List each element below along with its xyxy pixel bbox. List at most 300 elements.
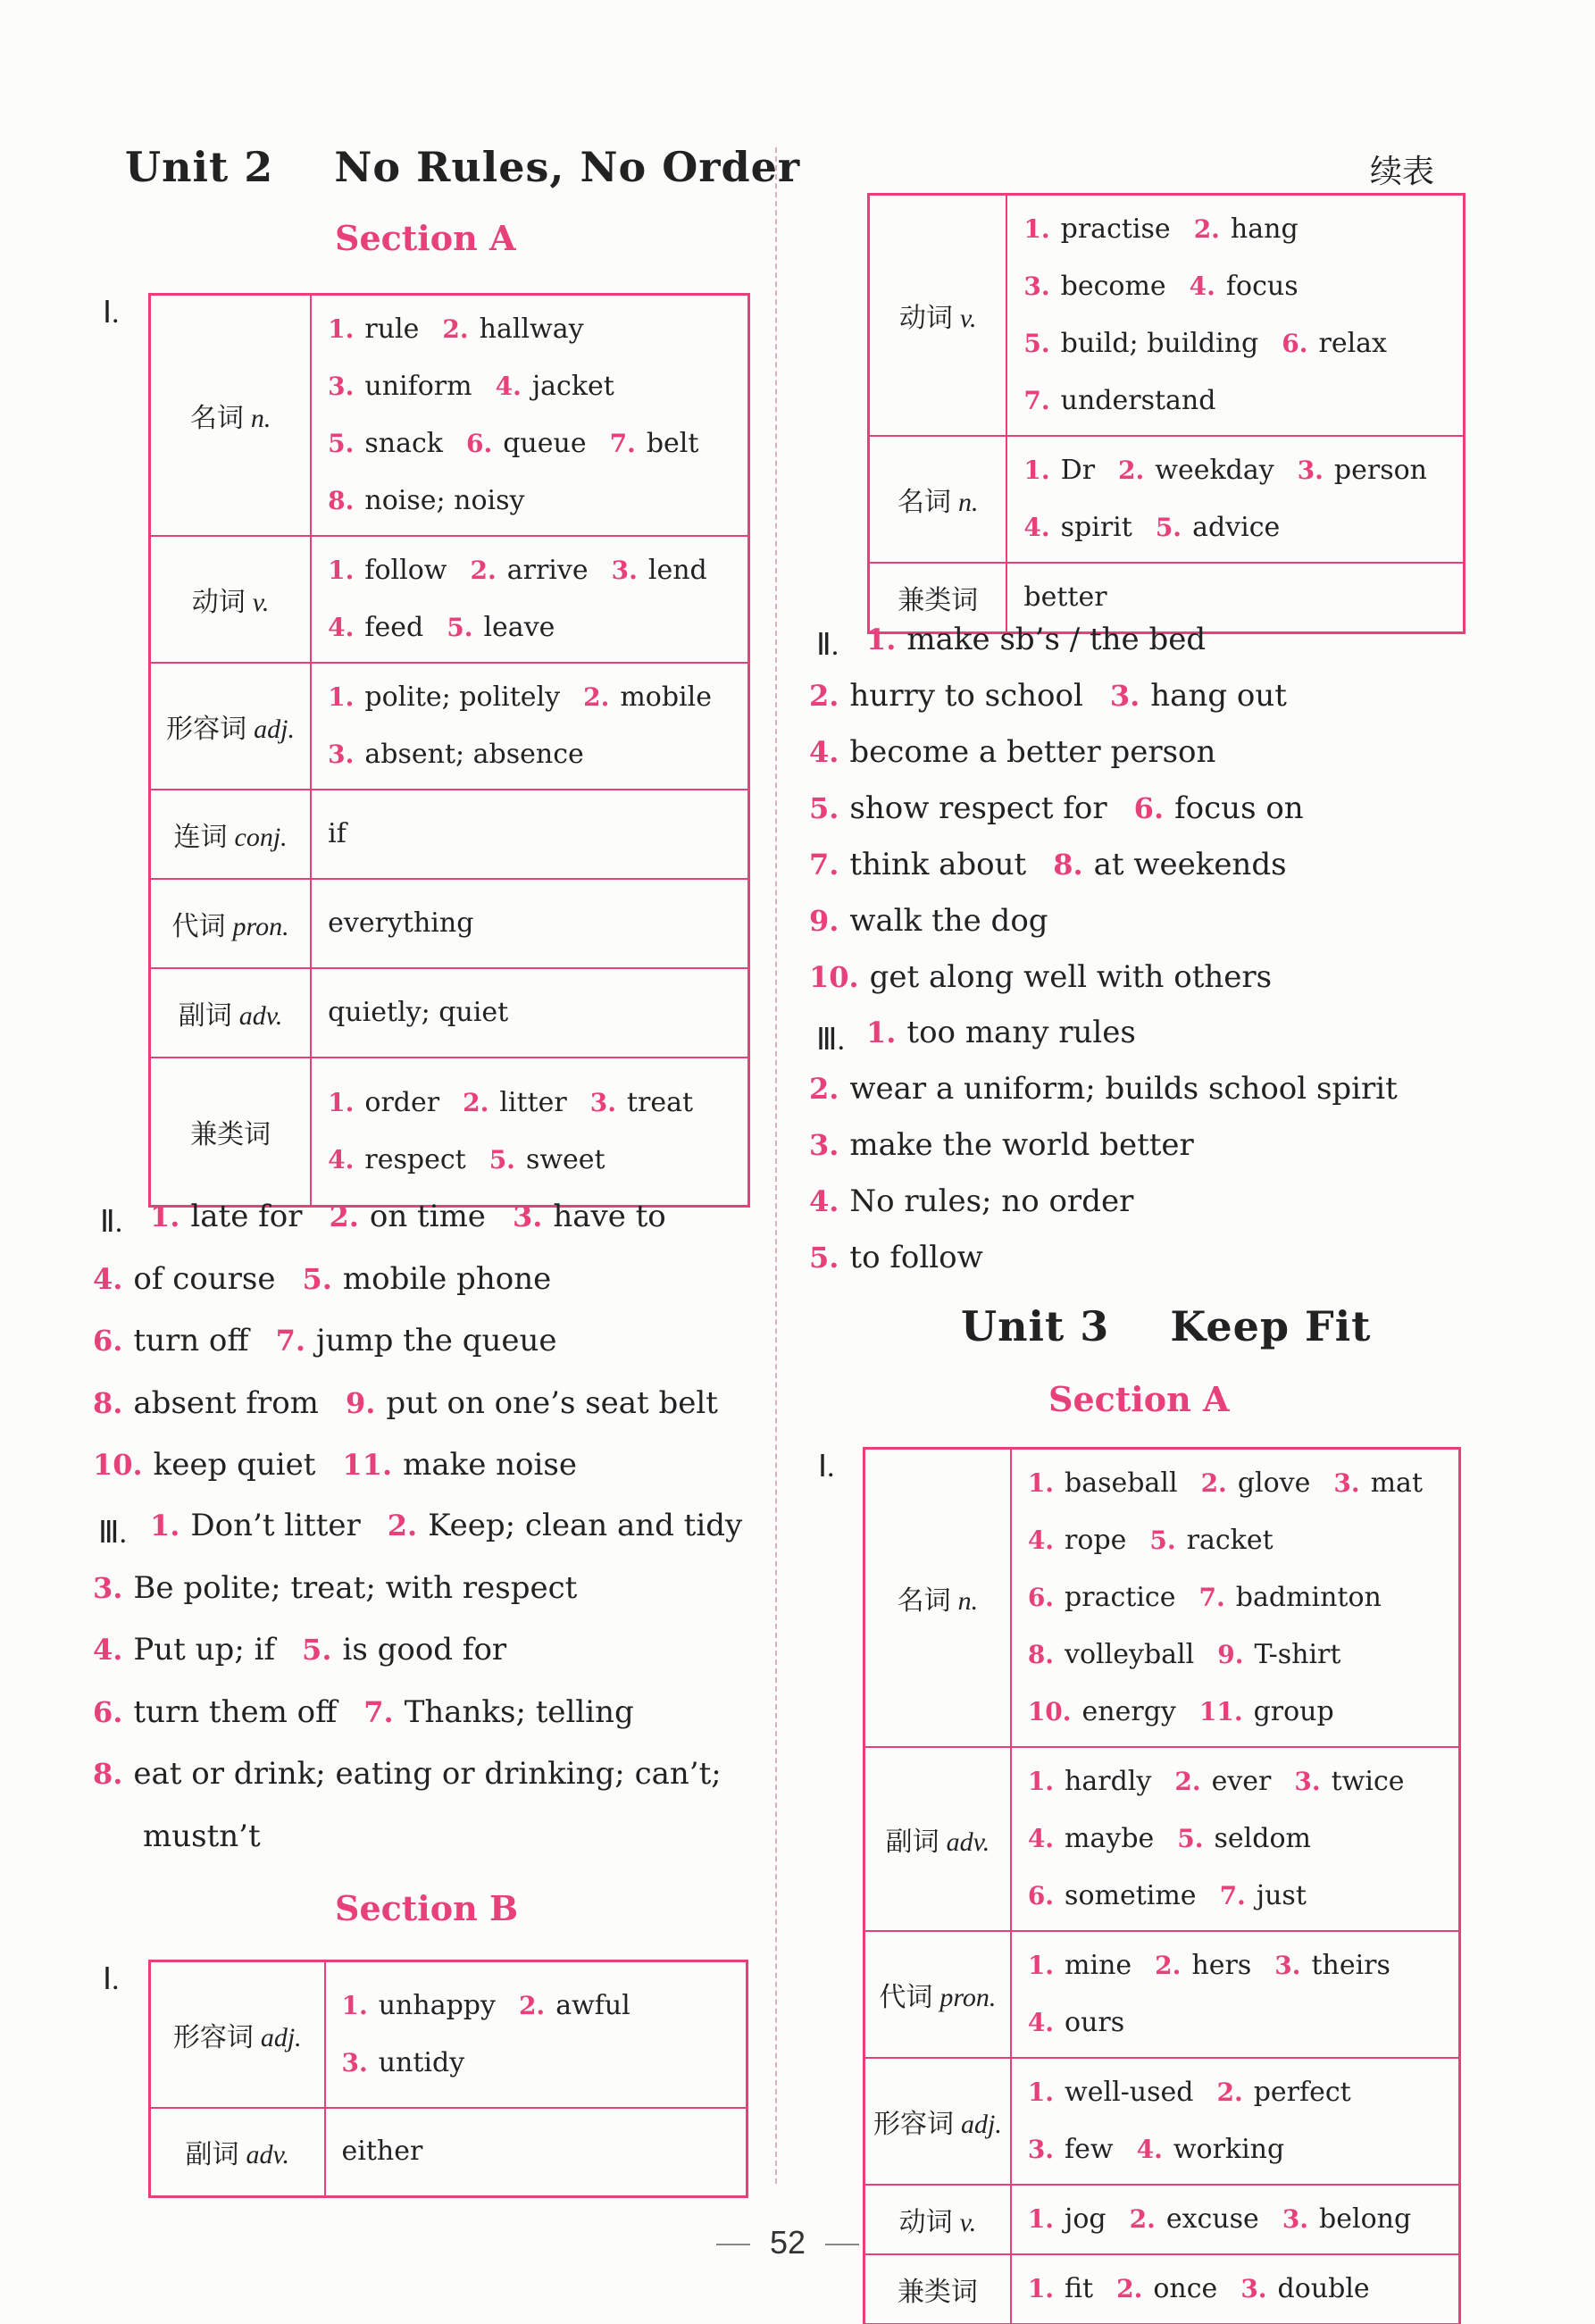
item-number: 2.: [329, 1200, 359, 1233]
answer-item: [1130, 2203, 1259, 2235]
answer-item: [1294, 1766, 1404, 1797]
item-text: make the world better: [849, 1127, 1194, 1163]
item-number: 1.: [1027, 1767, 1055, 1796]
item-number: 1.: [1023, 456, 1050, 485]
item-text: few: [1065, 2134, 1114, 2165]
item-text: mat: [1370, 1467, 1423, 1499]
pos-abbrev: n.: [957, 1586, 979, 1616]
item-number: 7.: [809, 848, 839, 882]
item-number: 1.: [341, 1990, 368, 2020]
item-text: Thanks; telling: [404, 1693, 634, 1730]
part-of-speech-cell: [864, 2254, 1011, 2324]
category-label: 兼类词: [190, 1118, 271, 1150]
item-number: 3.: [1274, 1951, 1301, 1980]
item-number: 1.: [1027, 2274, 1055, 2303]
part-of-speech-cell: [150, 790, 312, 879]
answer-line: [1023, 201, 1450, 258]
unit2-title: Unit 2 No Rules, No Order: [125, 143, 801, 191]
item-number: 3.: [809, 1128, 839, 1162]
answer-item: [1028, 2077, 1194, 2108]
vocab-row: [864, 2185, 1460, 2254]
item-text: quietly; quiet: [328, 997, 509, 1028]
item-number: 4.: [1189, 272, 1215, 301]
item-text: perfect: [1253, 2077, 1351, 2108]
answer-cell: [311, 295, 748, 537]
item-text: hang: [1230, 213, 1299, 245]
item-text: focus: [1225, 271, 1299, 302]
item-text: belong: [1319, 2203, 1412, 2235]
answer-item: [363, 1694, 634, 1730]
item-text: practice: [1065, 1582, 1176, 1613]
item-text: everything: [328, 907, 474, 939]
part-of-speech-cell: [150, 1961, 325, 2108]
unit2-section-a-vocab-table: [148, 293, 750, 1208]
item-number: 2.: [583, 682, 610, 712]
item-text: person: [1333, 455, 1427, 486]
answer-item: [303, 1261, 552, 1297]
item-text: fit: [1065, 2273, 1094, 2304]
answer-item: [1201, 1467, 1311, 1499]
answer-item: [1023, 512, 1132, 543]
item-text: racket: [1186, 1525, 1273, 1556]
item-number: 2.: [518, 1990, 546, 2020]
answer-item: [489, 1144, 605, 1175]
answer-item: [1199, 1582, 1382, 1613]
answer-item: [1217, 1639, 1340, 1670]
item-text: if: [328, 818, 347, 849]
answer-line: [328, 669, 735, 726]
answer-line: [1028, 1626, 1446, 1684]
item-text: mobile: [620, 681, 712, 713]
answer-item: [342, 1990, 496, 2021]
pos-abbrev: n.: [250, 404, 271, 433]
answer-line: [328, 472, 735, 530]
answer-item: [150, 1508, 361, 1543]
answer-line: [809, 1240, 1010, 1275]
item-text: just: [1256, 1880, 1307, 1911]
item-text: become a better person: [849, 734, 1216, 770]
item-number: 5.: [302, 1261, 332, 1296]
answer-item: [612, 555, 707, 586]
item-number: 2.: [1118, 456, 1145, 485]
item-text: maybe: [1065, 1823, 1155, 1854]
item-text: rope: [1065, 1525, 1127, 1556]
answer-item: [1028, 1639, 1194, 1670]
item-number: 2.: [809, 1072, 839, 1106]
answer-item: [328, 681, 560, 713]
item-number: 3.: [1023, 272, 1050, 301]
item-text: Be polite; treat; with respect: [133, 1569, 578, 1606]
answer-item: [93, 1756, 722, 1792]
answer-line: [1028, 2121, 1446, 2178]
item-text: hallway: [479, 313, 584, 345]
item-text: baseball: [1065, 1467, 1178, 1499]
item-text: treat: [626, 1086, 694, 1118]
part-of-speech-cell: [869, 436, 1007, 563]
answer-line: [1028, 1512, 1446, 1569]
part-of-speech-cell: [150, 968, 312, 1058]
roman-1c: Ⅰ.: [818, 1450, 835, 1484]
pos-abbrev: pron.: [232, 912, 289, 941]
answer-item: [93, 1570, 577, 1606]
item-number: 1.: [328, 556, 355, 585]
vocab-row: [150, 1058, 749, 1206]
item-text: keep quiet: [153, 1447, 316, 1483]
pos-abbrev: n.: [957, 488, 979, 517]
answer-line: [328, 542, 735, 599]
vocab-row: [150, 663, 749, 790]
answer-item: [93, 1447, 315, 1483]
item-number: 3.: [341, 2047, 368, 2077]
item-text: Don’t litter: [190, 1508, 361, 1543]
item-text: glove: [1237, 1467, 1311, 1499]
item-text: build; building: [1060, 328, 1259, 359]
unit3-section-a-vocab-table: [863, 1447, 1461, 2324]
item-number: 2.: [1193, 214, 1220, 244]
item-number: 2.: [1200, 1468, 1227, 1498]
answer-item: [1134, 790, 1304, 826]
answer-item: [1028, 2203, 1106, 2235]
item-number: 4.: [1023, 513, 1050, 542]
item-text: lend: [647, 555, 707, 586]
item-number: 1.: [1027, 2077, 1055, 2107]
answer-item: [466, 428, 587, 459]
answer-item: [1282, 328, 1387, 359]
answer-line: [1023, 442, 1450, 499]
roman-3: Ⅲ.: [98, 1517, 127, 1550]
category-label: 名词: [189, 403, 244, 434]
item-text: well-used: [1065, 2077, 1194, 2108]
item-number: 9.: [1217, 1640, 1244, 1669]
item-text: absent from: [133, 1384, 319, 1421]
item-number: 5.: [1149, 1526, 1176, 1555]
answer-item: [1028, 1467, 1178, 1499]
answer-item: [93, 1632, 275, 1668]
item-number: 7.: [609, 429, 636, 458]
answer-cell: [1011, 1747, 1460, 1931]
item-text: excuse: [1165, 2203, 1259, 2235]
answer-item: [328, 818, 347, 849]
answer-line: [342, 1977, 734, 2035]
answer-item: [1023, 385, 1215, 416]
item-text: put on one’s seat belt: [386, 1384, 718, 1421]
answer-line: [93, 1694, 661, 1730]
answer-item: [809, 1127, 1194, 1163]
answer-line: [93, 1632, 533, 1668]
item-text: mobile phone: [342, 1260, 552, 1297]
item-text: unhappy: [378, 1989, 496, 2021]
answer-item: [93, 1261, 276, 1297]
item-number: 10.: [809, 960, 859, 994]
answer-item: [1028, 1582, 1176, 1613]
answer-item: [1118, 455, 1274, 486]
roman-2: Ⅱ.: [100, 1206, 123, 1239]
roman-1: Ⅰ.: [103, 297, 120, 330]
answer-cell: [1006, 436, 1464, 563]
item-text: practise: [1060, 213, 1171, 245]
answer-line: [143, 1818, 288, 1854]
answer-item: [513, 1199, 666, 1234]
item-number: 4.: [328, 1144, 355, 1175]
answer-item: [1149, 1525, 1273, 1556]
answer-item: [1116, 2273, 1217, 2304]
item-number: 1.: [328, 1087, 355, 1117]
item-number: 5.: [1177, 1824, 1204, 1853]
vocab-row: [864, 1449, 1460, 1748]
item-text: mine: [1065, 1950, 1132, 1981]
item-number: 4.: [809, 1184, 839, 1218]
item-number: 2.: [809, 679, 839, 713]
item-text: queue: [503, 428, 587, 459]
answer-line: [1028, 1455, 1446, 1512]
item-number: 5.: [447, 613, 473, 642]
item-text: litter: [499, 1086, 567, 1118]
answer-item: [328, 555, 447, 586]
category-label: 代词: [879, 1982, 933, 2013]
answer-cell: [311, 790, 748, 879]
item-number: 2.: [1216, 2077, 1243, 2107]
answer-line: [93, 1261, 578, 1297]
answer-item: [1333, 1467, 1423, 1499]
answer-item: [1053, 847, 1286, 882]
answer-item: [328, 428, 443, 459]
part-of-speech-cell: [864, 2185, 1011, 2254]
item-number: 1.: [1027, 2204, 1055, 2234]
category-label: 兼类词: [897, 2277, 978, 2308]
part-of-speech-cell: [864, 1449, 1011, 1748]
item-number: 5.: [489, 1144, 515, 1175]
item-number: 10.: [93, 1448, 143, 1482]
item-number: 5.: [328, 429, 355, 458]
answer-item: [328, 739, 584, 770]
answer-line: [328, 415, 735, 472]
unit2-section-b-vocab-table: [148, 1960, 748, 2198]
item-number: 2.: [442, 314, 469, 344]
answer-line: [809, 734, 1242, 770]
answer-item: [1028, 2007, 1124, 2038]
item-number: 3.: [1294, 1767, 1321, 1796]
pos-abbrev: v.: [959, 2208, 977, 2237]
category-label: 副词: [185, 2139, 239, 2171]
item-number: 3.: [1240, 2274, 1267, 2303]
answer-item: [1216, 2077, 1350, 2108]
answer-line: [93, 1385, 745, 1421]
item-text: turn them off: [133, 1693, 338, 1730]
item-text: absent; absence: [364, 739, 584, 770]
answer-line: [328, 358, 735, 415]
category-label: 形容词: [873, 2109, 954, 2140]
answer-item: [1220, 1880, 1307, 1911]
answer-cell: [1011, 2254, 1460, 2324]
answer-item: [1023, 455, 1095, 486]
answer-line: [1028, 1753, 1446, 1810]
category-label: 兼类词: [898, 585, 979, 616]
answer-item: [342, 2136, 423, 2167]
answer-line: [342, 2123, 734, 2180]
item-text: to follow: [849, 1240, 983, 1275]
part-of-speech-cell: [150, 536, 312, 663]
answer-line: [328, 806, 735, 863]
pos-abbrev: adv.: [246, 2140, 290, 2170]
pos-abbrev: adj.: [260, 2022, 302, 2052]
answer-item: [809, 790, 1107, 826]
item-text: jacket: [531, 371, 614, 402]
answer-line: [328, 301, 735, 358]
part-of-speech-cell: [150, 295, 312, 537]
item-text: seldom: [1214, 1823, 1311, 1854]
answer-line: [1028, 2191, 1446, 2248]
item-text: volleyball: [1065, 1639, 1195, 1670]
answer-line: [342, 2035, 734, 2092]
category-label: 形容词: [172, 2021, 254, 2053]
item-text: once: [1153, 2273, 1218, 2304]
category-label: 代词: [171, 911, 226, 942]
item-number: 4.: [328, 613, 355, 642]
item-number: 6.: [465, 429, 493, 458]
item-number: 6.: [93, 1324, 123, 1358]
item-text: walk the dog: [849, 903, 1048, 939]
item-text: spirit: [1060, 512, 1132, 543]
item-text: on time: [369, 1199, 486, 1234]
category-label: 副词: [178, 1000, 232, 1032]
vocab-row: [150, 2108, 747, 2197]
item-number: 1.: [328, 314, 355, 344]
item-number: 3.: [1109, 679, 1140, 713]
answer-item: [809, 678, 1083, 714]
item-number: 4.: [93, 1261, 123, 1296]
answer-line: [809, 959, 1299, 995]
answer-line: [1023, 569, 1450, 626]
answer-cell: [1011, 2185, 1460, 2254]
answer-item: [1023, 581, 1106, 613]
answer-item: [610, 428, 699, 459]
category-label: 动词: [898, 2207, 953, 2238]
answer-item: [1023, 271, 1165, 302]
item-text: theirs: [1311, 1950, 1390, 1981]
vocab-row: [150, 790, 749, 879]
answer-item: [590, 1087, 693, 1118]
item-number: 5.: [1155, 513, 1182, 542]
item-number: 2.: [387, 1509, 418, 1542]
item-number: 8.: [328, 486, 355, 515]
item-text: leave: [483, 612, 555, 643]
item-text: Dr: [1060, 455, 1096, 486]
category-label: 名词: [897, 487, 951, 518]
answer-line: [93, 1756, 748, 1792]
answer-line: [328, 984, 735, 1041]
item-text: get along well with others: [869, 959, 1273, 995]
item-text: T-shirt: [1254, 1639, 1341, 1670]
answer-line: [1028, 1684, 1446, 1741]
item-text: hardly: [1065, 1766, 1152, 1797]
pos-abbrev: conj.: [234, 823, 288, 852]
answer-item: [328, 1144, 466, 1175]
item-number: 2.: [1155, 1951, 1182, 1980]
answer-line: [809, 1127, 1221, 1163]
item-text: hers: [1191, 1950, 1252, 1981]
category-label: 动词: [191, 587, 246, 618]
answer-line: [1023, 372, 1450, 430]
answer-item: [809, 847, 1026, 882]
answer-cell: [311, 879, 748, 968]
page-number: 52: [697, 2224, 879, 2261]
answer-item: [1028, 1823, 1154, 1854]
pos-abbrev: adv.: [238, 1001, 283, 1031]
answer-item: [1023, 328, 1258, 359]
answer-line: [809, 790, 1331, 826]
category-label: 动词: [898, 303, 953, 334]
answer-item: [328, 371, 472, 402]
answer-line: [1028, 1868, 1446, 1925]
answer-line: [150, 1199, 693, 1234]
answer-cell: [325, 1961, 747, 2108]
answer-item: [809, 1183, 1133, 1219]
item-number: 5.: [1023, 329, 1050, 358]
item-text: working: [1173, 2134, 1285, 2165]
item-text: group: [1253, 1696, 1334, 1727]
answer-item: [150, 1199, 302, 1234]
item-number: 10.: [1027, 1697, 1072, 1726]
item-number: 3.: [1027, 2135, 1055, 2164]
item-number: 3.: [93, 1570, 123, 1605]
vocab-row: [150, 295, 749, 537]
answer-item: [93, 1385, 319, 1421]
answer-item: [328, 1087, 439, 1118]
item-text: jump the queue: [315, 1323, 557, 1358]
item-text: Put up; if: [133, 1632, 276, 1668]
item-number: 2.: [463, 1087, 489, 1117]
answer-item: [1240, 2273, 1369, 2304]
answer-line: [1023, 499, 1450, 556]
item-number: 1.: [1027, 1468, 1055, 1498]
answer-item: [143, 1818, 261, 1854]
item-text: relax: [1318, 328, 1387, 359]
vocab-row: [864, 1747, 1460, 1931]
answer-item: [1177, 1823, 1311, 1854]
pos-abbrev: adj.: [254, 715, 295, 744]
item-text: eat or drink; eating or drinking; can’t;: [133, 1756, 722, 1792]
answer-cell: [1011, 1931, 1460, 2058]
item-number: 2.: [1174, 1767, 1201, 1796]
item-text: make sb’s / the bed: [906, 622, 1207, 657]
answer-line: [866, 622, 1232, 657]
item-text: follow: [364, 555, 447, 586]
answer-line: [1028, 2261, 1446, 2318]
item-text: late for: [190, 1199, 303, 1234]
item-text: too many rules: [906, 1015, 1136, 1050]
item-text: mustn’t: [143, 1818, 261, 1854]
answer-item: [496, 371, 614, 402]
part-of-speech-cell: [150, 1058, 312, 1206]
part-of-speech-cell: [864, 2058, 1011, 2185]
item-text: sometime: [1065, 1880, 1197, 1911]
item-text: make noise: [403, 1447, 577, 1483]
item-text: either: [341, 2136, 423, 2168]
item-text: hurry to school: [849, 678, 1083, 714]
answer-line: [1028, 1937, 1446, 1994]
answer-item: [1174, 1766, 1271, 1797]
answer-line: [1023, 258, 1450, 315]
answer-item: [1298, 455, 1427, 486]
item-text: show respect for: [849, 790, 1107, 826]
item-text: Keep; clean and tidy: [428, 1508, 743, 1543]
item-text: wear a uniform; builds school spirit: [849, 1071, 1398, 1107]
item-text: No rules; no order: [849, 1183, 1134, 1219]
part-of-speech-cell: [150, 879, 312, 968]
answer-line: [328, 726, 735, 783]
item-number: 3.: [1297, 456, 1324, 485]
item-number: 3.: [1282, 2204, 1309, 2234]
